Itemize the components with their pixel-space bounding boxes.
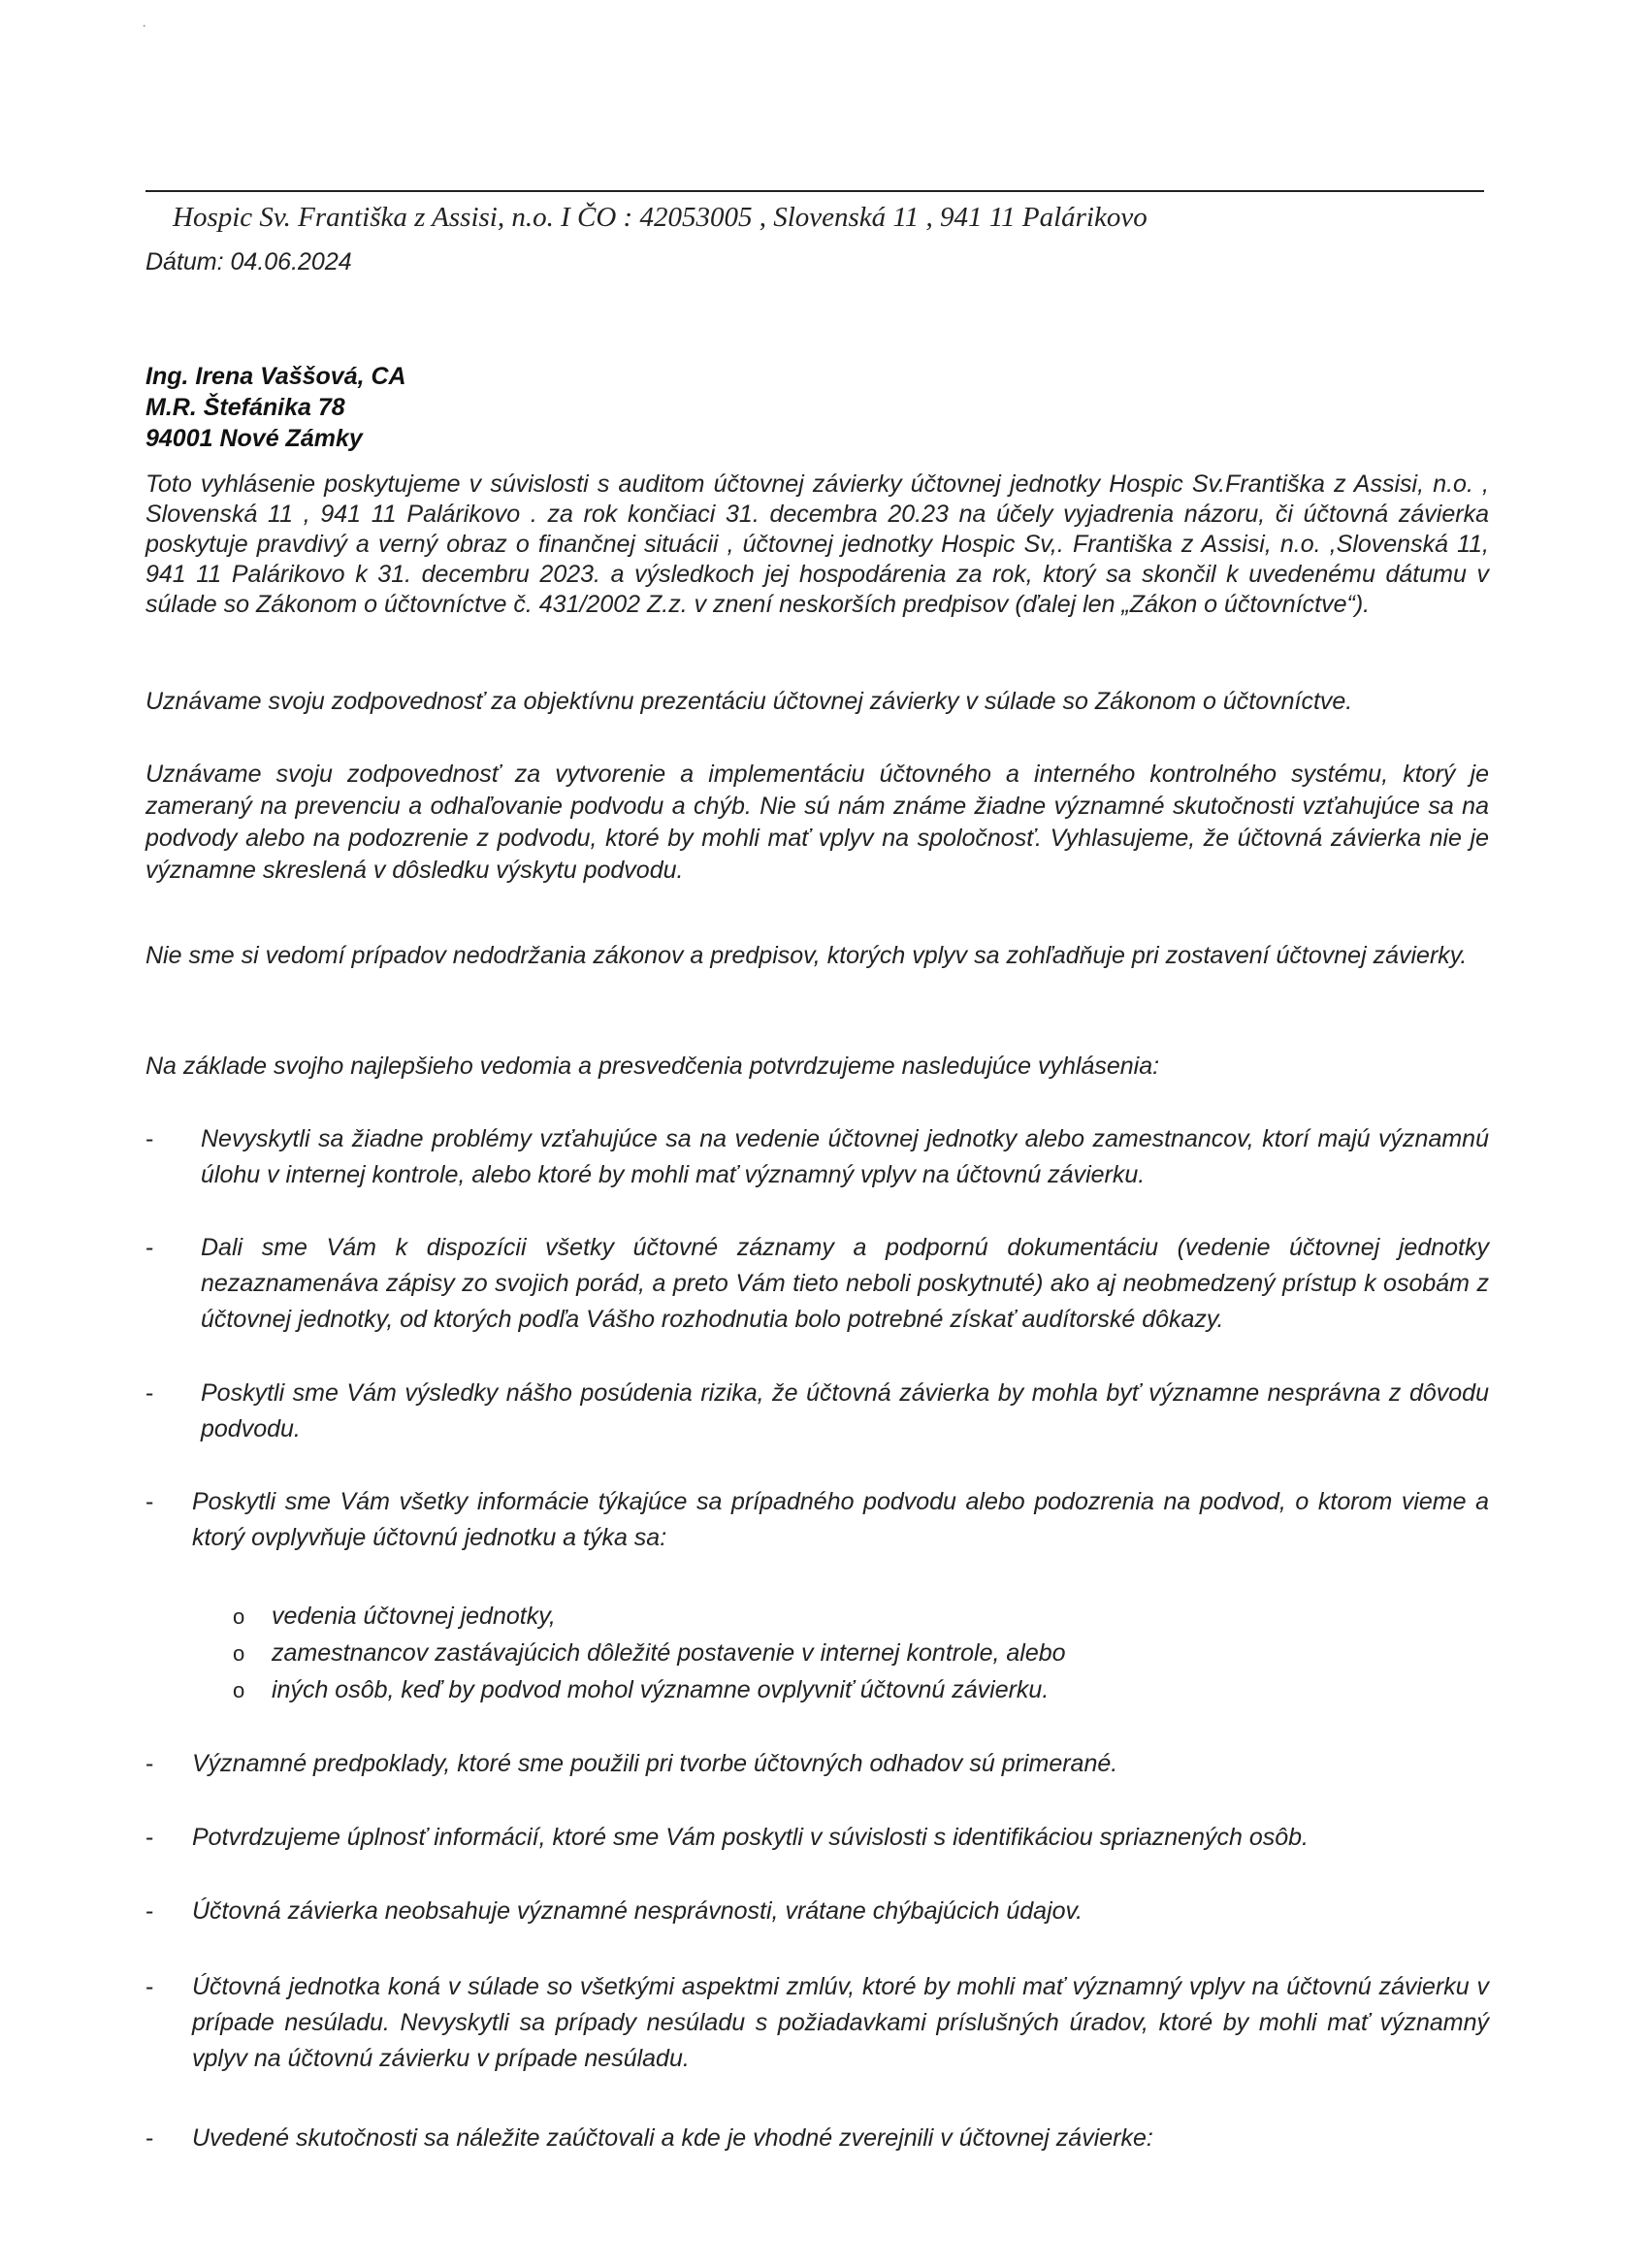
sub-list-text: zamestnancov zastávajúcich dôležité postavenie v internej kontrole, alebo — [272, 1639, 1066, 1667]
responsibility-paragraph: Uznávame svoju zodpovednosť za objektívnu prezentáciu účtovnej závierky v súlade so Zákonom o účtovníctve. — [146, 688, 1353, 715]
dash-marker: - — [146, 1897, 154, 1925]
statement-item — [146, 1121, 1489, 1193]
scan-speck: · — [142, 17, 147, 34]
recipient-city: 94001 Nové Zámky — [146, 425, 363, 452]
dash-marker: - — [146, 1234, 154, 1261]
statement-text: Uvedené skutočnosti sa náležite zaúčtovali a kde je vhodné zverejnili v účtovnej závierke: — [192, 2124, 1153, 2152]
recipient-name: Ing. Irena Vaššová, CA — [146, 363, 406, 390]
statement-item — [146, 1820, 1489, 1856]
document-date: Dátum: 04.06.2024 — [146, 248, 352, 275]
header-rule — [146, 190, 1484, 192]
statement-text: Poskytli sme Vám všetky informácie týkajúce sa prípadného podvodu alebo podozrenia na podvod, o ktorom vieme a ktorý ovplyvňuje účtovnú jednotku a týka sa: — [192, 1488, 1489, 1551]
compliance-paragraph: Nie sme si vedomí prípadov nedodržania zákonov a predpisov, ktorých vplyv sa zohľadňuje pri zostavení účtovnej závierky. — [146, 942, 1468, 969]
statement-item — [146, 1230, 1489, 1338]
confirmation-intro: Na základe svojho najlepšieho vedomia a presvedčenia potvrdzujeme nasledujúce vyhlásenia: — [146, 1053, 1160, 1080]
statement-item — [146, 1969, 1489, 2077]
intro-paragraph: Toto vyhlásenie poskytujeme v súvislosti s auditom účtovnej závierky účtovnej jednotky Hospic Sv.Františka z Assisi, n.o. , Slovenská 11 , 941 11 Palárikovo . za rok končiaci 31. decembra 20.23 na účely vyjadrenia názoru, či účtovná závierka poskytuje pravdivý a verný obraz o finančnej situácii , účtovnej jednotky Hospic Sv,. Františka z Assisi, n.o. ,Slovenská 11, 941 11 Palárikovo k 31. decembru 2023. a výsledkoch jej hospodárenia za rok, ktorý sa skončil k uvedenému dátumu v súlade so Zákonom o účtovníctve č. 431/2002 Z.z. v znení neskorších predpisov (ďalej len „Zákon o účtovníctve“). — [146, 470, 1489, 618]
statement-text: Nevyskytli sa žiadne problémy vzťahujúce sa na vedenie účtovnej jednotky alebo zamestnancov, ktorí majú významnú úlohu v internej kontrole, alebo ktoré by mohli mať významný vplyv na účtovnú závierku. — [201, 1125, 1489, 1188]
sub-list-item — [233, 1672, 1397, 1708]
statement-item — [146, 1376, 1489, 1447]
recipient-street: M.R. Štefánika 78 — [146, 394, 345, 421]
dash-marker: - — [146, 1488, 154, 1515]
statement-item — [146, 2121, 1489, 2156]
circle-bullet-icon: o — [233, 1641, 245, 1666]
circle-bullet-icon: o — [233, 1604, 245, 1629]
sub-list-item — [233, 1636, 1397, 1671]
internal-control-paragraph: Uznávame svoju zodpovednosť za vytvorenie a implementáciu účtovného a interného kontrolného systému, ktorý je zameraný na prevenciu a odhaľovanie podvodu a chýb. Nie sú nám známe žiadne významné skutočnosti vzťahujúce sa na podvody alebo na podozrenie z podvodu, ktoré by mohli mať vplyv na spoločnosť. Vyhlasujeme, že účtovná závierka nie je významne skreslená v dôsledku výskytu podvodu. — [146, 761, 1489, 884]
statement-text: Účtovná závierka neobsahuje významné nesprávnosti, vrátane chýbajúcich údajov. — [192, 1897, 1083, 1925]
sub-list-text: iných osôb, keď by podvod mohol významne ovplyvniť účtovnú závierku. — [272, 1676, 1050, 1703]
statement-text: Poskytli sme Vám výsledky nášho posúdenia rizika, že účtovná závierka by mohla byť významne nesprávna z dôvodu podvodu. — [201, 1379, 1489, 1442]
statement-text: Významné predpoklady, ktoré sme použili pri tvorbe účtovných odhadov sú primerané. — [192, 1750, 1118, 1777]
circle-bullet-icon: o — [233, 1678, 245, 1702]
statement-text: Potvrdzujeme úplnosť informácií, ktoré sme Vám poskytli v súvislosti s identifikáciou spriaznených osôb. — [192, 1824, 1310, 1851]
dash-marker: - — [146, 1379, 154, 1407]
organization-header: Hospic Sv. Františka z Assisi, n.o. I ČO : 42053005 , Slovenská 11 , 941 11 Palárikovo — [173, 202, 1148, 233]
sub-list-item — [233, 1599, 1397, 1635]
dash-marker: - — [146, 1750, 154, 1777]
dash-marker: - — [146, 1824, 154, 1851]
statement-item — [146, 1894, 1489, 1929]
dash-marker: - — [146, 1973, 154, 2000]
dash-marker: - — [146, 1125, 154, 1152]
statement-text: Dali sme Vám k dispozícii všetky účtovné záznamy a podpornú dokumentáciu (vedenie účtovnej jednotky nezaznamenáva zápisy zo svojich porád, a preto Vám tieto neboli poskytnuté) ako aj neobmedzený prístup k osobám z účtovnej jednotky, od ktorých podľa Vášho rozhodnutia bolo potrebné získať audítorské dôkazy. — [201, 1234, 1489, 1333]
dash-marker: - — [146, 2124, 154, 2152]
statement-text: Účtovná jednotka koná v súlade so všetkými aspektmi zmlúv, ktoré by mohli mať významný vplyv na účtovnú závierku v prípade nesúladu. Nevyskytli sa prípady nesúladu s požiadavkami príslušných úradov, ktoré by mohli mať významný vplyv na účtovnú závierku v prípade nesúladu. — [192, 1973, 1489, 2072]
statement-item — [146, 1484, 1489, 1556]
sub-list-text: vedenia účtovnej jednotky, — [272, 1603, 556, 1630]
statement-item — [146, 1746, 1489, 1782]
